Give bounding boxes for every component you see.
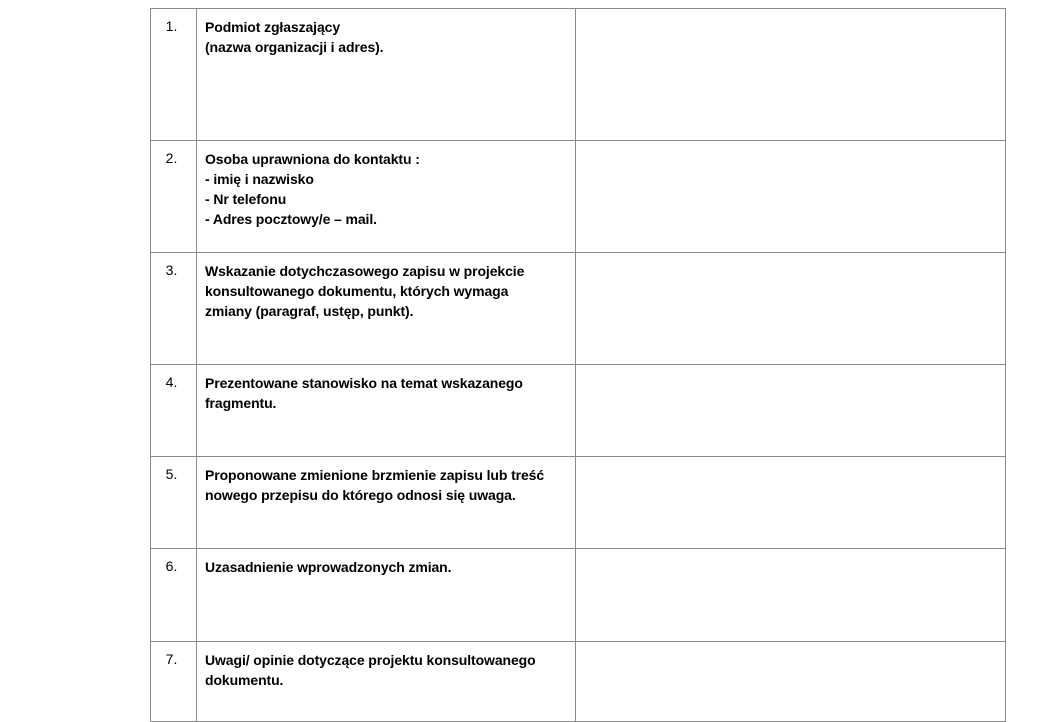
answer-cell-current-provision[interactable] <box>576 253 1006 365</box>
label-line: - Nr telefonu <box>205 191 287 207</box>
label-line: Osoba uprawniona do kontaktu : <box>205 151 420 167</box>
label-line: zmiany (paragraf, ustęp, punkt). <box>205 303 414 319</box>
row-number <box>151 642 197 722</box>
form-row-1 <box>151 9 1006 141</box>
label-line: (nazwa organizacji i adres). <box>205 39 384 55</box>
row-number-text: 7. <box>165 651 178 667</box>
row-label <box>197 642 576 722</box>
answer-cell-justification[interactable] <box>576 549 1006 642</box>
form-row-3 <box>151 253 1006 365</box>
label-line: - imię i nazwisko <box>205 171 314 187</box>
form-row-6 <box>151 549 1006 642</box>
consultation-form-table <box>150 8 1006 722</box>
row-number <box>151 141 197 253</box>
row-label <box>197 141 576 253</box>
row-number <box>151 549 197 642</box>
row-number-text: 6. <box>165 558 178 574</box>
row-number <box>151 365 197 457</box>
answer-cell-contact-person[interactable] <box>576 141 1006 253</box>
label-line: Wskazanie dotychczasowego zapisu w projekcie <box>205 263 525 279</box>
row-number-text: 4. <box>165 374 178 390</box>
label-line: Proponowane zmienione brzmienie zapisu lub treść <box>205 467 545 483</box>
label-line: Uzasadnienie wprowadzonych zmian. <box>205 559 452 575</box>
row-label <box>197 9 576 141</box>
row-number <box>151 253 197 365</box>
label-line: Uwagi/ opinie dotyczące projektu konsultowanego <box>205 652 536 668</box>
row-number-text: 3. <box>165 262 178 278</box>
answer-cell-comments[interactable] <box>576 642 1006 722</box>
label-line: - Adres pocztowy/e – mail. <box>205 211 377 227</box>
form-row-7 <box>151 642 1006 722</box>
row-number <box>151 457 197 549</box>
label-line: dokumentu. <box>205 672 284 688</box>
row-label <box>197 457 576 549</box>
form-row-4 <box>151 365 1006 457</box>
form-row-5 <box>151 457 1006 549</box>
row-number-text: 5. <box>165 466 178 482</box>
row-number <box>151 9 197 141</box>
row-label <box>197 253 576 365</box>
row-label <box>197 365 576 457</box>
answer-cell-position[interactable] <box>576 365 1006 457</box>
row-label <box>197 549 576 642</box>
row-number-text: 2. <box>165 150 178 166</box>
label-line: fragmentu. <box>205 395 277 411</box>
answer-cell-proposed-wording[interactable] <box>576 457 1006 549</box>
form-row-2 <box>151 141 1006 253</box>
label-line: nowego przepisu do którego odnosi się uwaga. <box>205 487 516 503</box>
label-line: Prezentowane stanowisko na temat wskazanego <box>205 375 523 391</box>
label-line: konsultowanego dokumentu, których wymaga <box>205 283 509 299</box>
answer-cell-organization[interactable] <box>576 9 1006 141</box>
label-line: Podmiot zgłaszający <box>205 19 341 35</box>
row-number-text: 1. <box>165 18 178 34</box>
